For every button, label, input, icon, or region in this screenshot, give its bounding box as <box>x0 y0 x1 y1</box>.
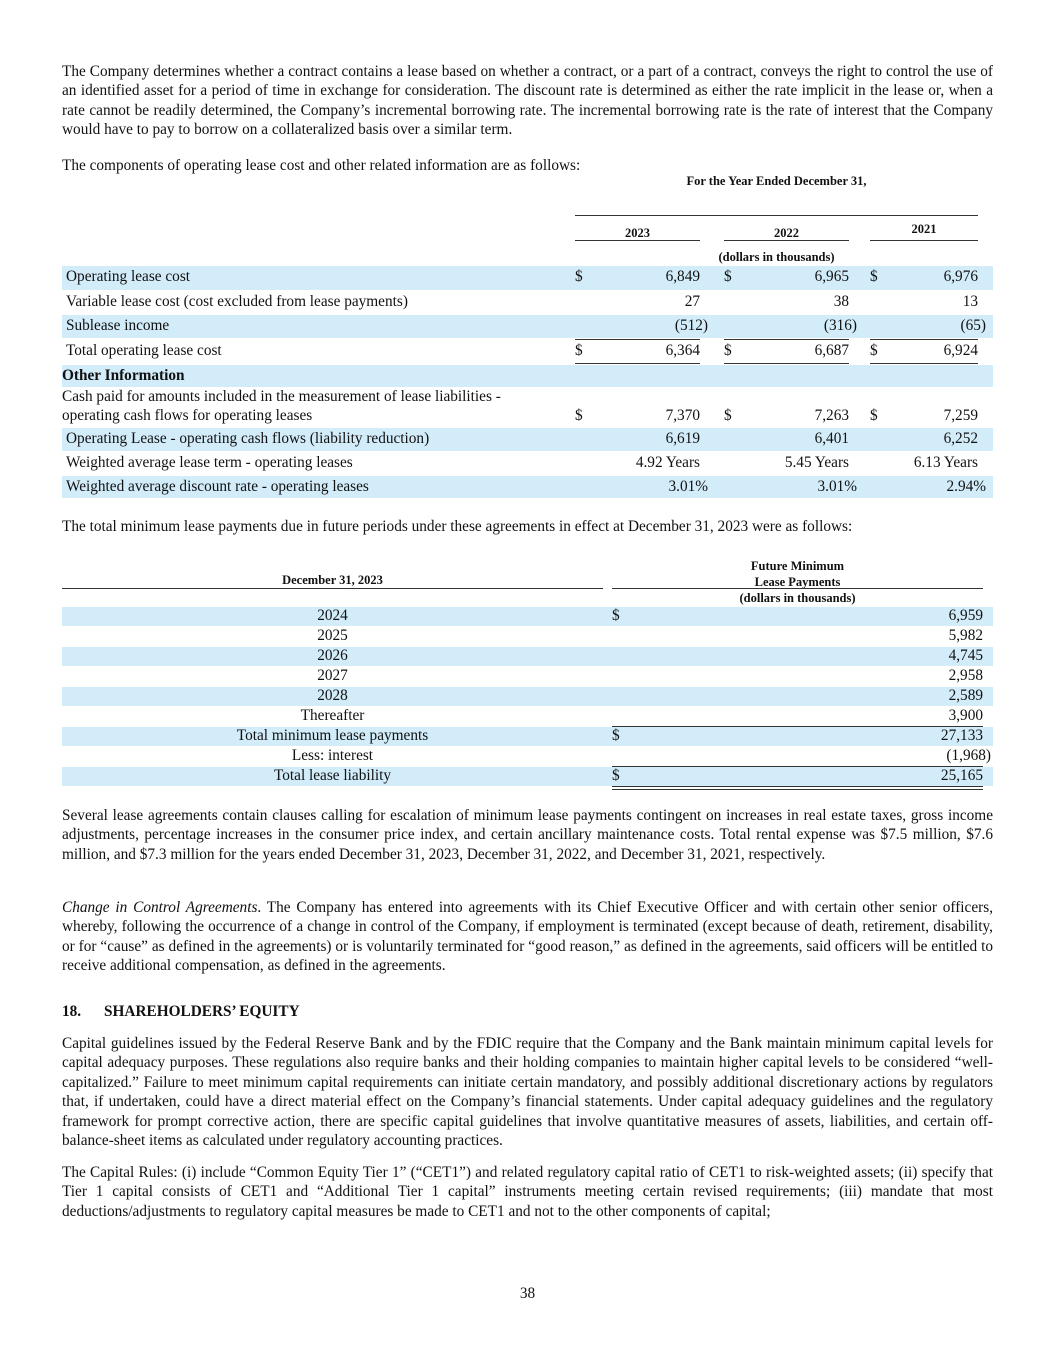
capital-guidelines-paragraph: Capital guidelines issued by the Federal Reserve Bank and by the FDIC require that the Company and the Bank maintain minimum capital levels for capital adequacy purposes. These regulations also require banks and their holding companies to maintain higher capital levels to be considered “well-capitalized.” Failure to meet minimum capital requirements can initiate certain mandatory, and possibly additional discretionary actions by regulators that, if undertaken, could have a direct material effect on the Company’s financial statements. Under capital adequacy guidelines and the regulatory framework for prompt corrective action, there are specific capital guidelines that involve quantitative measures of assets, liabilities, and certain off-balance-sheet items as calculated under regulatory accounting practices. <box>62 1035 993 1150</box>
lease-intro-paragraph: The Company determines whether a contract contains a lease based on whether a contract, or a part of a contract, conveys the right to control the use of an identified asset for a period of time in exchange for consideration. The discount rate is determined as either the rate implicit in the lease or, when a rate cannot be readily determined, the Company’s incremental borrowing rate. The incremental borrowing rate is the rate of interest that the Company would have to pay to borrow on a collateralized basis over a similar term. <box>62 63 993 139</box>
row-value: (512) <box>674 317 708 334</box>
table-row <box>62 266 993 290</box>
change-in-control-paragraph: Change in Control Agreements. The Company has entered into agreements with its Chief Executive Officer and with certain other senior officers, whereby, following the occurrence of a change in control of the Company, if employment is terminated (except because of death, retirement, disability, or for “cause” as defined in the agreements) or is voluntarily terminated for “good reason,” as defined in the agreements, said officers will be entitled to receive additional compensation, as defined in the agreements. <box>62 899 994 975</box>
row-value: 13 <box>962 293 978 310</box>
table-row <box>62 687 993 706</box>
currency-symbol: $ <box>724 268 732 285</box>
currency-symbol: $ <box>724 407 732 424</box>
section-heading: SHAREHOLDERS’ EQUITY <box>104 1003 300 1020</box>
row-value: 4,745 <box>948 647 983 664</box>
row-value: 2,589 <box>948 687 983 704</box>
table-row <box>62 315 993 338</box>
row-label: Operating Lease - operating cash flows (liability reduction) <box>66 430 430 447</box>
row-value: (316) <box>823 317 857 334</box>
table-row <box>62 388 993 427</box>
table-row <box>62 727 993 746</box>
table-row <box>62 340 993 363</box>
currency-symbol: $ <box>575 268 583 285</box>
row-value: (65) <box>960 317 986 334</box>
row-value: 25,165 <box>940 767 983 784</box>
row-value: 38 <box>833 293 849 310</box>
capital-rules-paragraph: The Capital Rules: (i) include “Common Equity Tier 1” (“CET1”) and related regulatory capital ratio of CET1 to risk-weighted assets; (ii) specify that Tier 1 capital consists of CET1 and “Additional Tier 1 capital” instruments meeting certain revised requirements; (iii) mandate that most deductions/adjustments to regulatory capital measures be made to CET1 and not to the other components of capital; <box>62 1164 993 1220</box>
row-label: Total operating lease cost <box>66 342 222 359</box>
row-label: Thereafter <box>300 707 365 724</box>
date-header: December 31, 2023 <box>282 573 383 587</box>
units-label: (dollars in thousands) <box>739 591 856 605</box>
table-row <box>62 428 993 451</box>
row-value: 4.92 Years <box>635 454 700 471</box>
payments-header-line1: Future Minimum <box>750 559 845 573</box>
row-value: 6,849 <box>665 268 700 285</box>
table-row <box>62 747 993 766</box>
row-label: Operating lease cost <box>66 268 191 285</box>
currency-symbol: $ <box>575 342 583 359</box>
row-value: 27,133 <box>940 727 983 744</box>
row-value: 6,364 <box>665 342 700 359</box>
row-label: 2024 <box>317 607 348 624</box>
currency-symbol: $ <box>612 607 620 624</box>
row-value: 6,687 <box>814 342 849 359</box>
currency-symbol: $ <box>612 727 620 744</box>
table-row <box>62 365 993 387</box>
section-number: 18. <box>62 1003 82 1020</box>
table-row <box>62 607 993 626</box>
row-label: Other Information <box>62 367 185 384</box>
currency-symbol: $ <box>612 767 620 784</box>
row-value: 3,900 <box>948 707 983 724</box>
row-value: 7,370 <box>665 407 700 424</box>
row-value: 3.01% <box>817 478 857 495</box>
row-value: 6,965 <box>814 268 849 285</box>
payments-header-line2: Lease Payments <box>754 575 841 589</box>
units-label: (dollars in thousands) <box>718 250 835 264</box>
components-paragraph: The components of operating lease cost and other related information are as follows: <box>62 157 581 174</box>
escalation-paragraph: Several lease agreements contain clauses calling for escalation of minimum lease payments contingent on increases in real estate taxes, gross income adjustments, percentage increases in the consumer price index, and certain ancillary maintenance costs. Total rental expense was $7.5 million, $7.6 million, and $7.3 million for the years ended December 31, 2023, December 31, 2022, and December 31, 2021, respectively. <box>62 807 993 863</box>
row-label: Variable lease cost (cost excluded from lease payments) <box>66 293 408 310</box>
row-value: 6,959 <box>948 607 983 624</box>
row-value: 5,982 <box>948 627 983 644</box>
currency-symbol: $ <box>870 268 878 285</box>
row-value: 6,924 <box>943 342 978 359</box>
row-value: 6,619 <box>665 430 700 447</box>
year-header-2023: 2023 <box>625 226 650 240</box>
row-label: Cash paid for amounts included in the measurement of lease liabilities - operating cash flows for operating leases <box>62 388 501 424</box>
table-row <box>62 707 993 726</box>
currency-symbol: $ <box>870 407 878 424</box>
row-value: 6,252 <box>943 430 978 447</box>
table-row <box>62 667 993 686</box>
page-number: 38 <box>519 1285 536 1302</box>
table-row <box>62 291 993 314</box>
row-label: 2026 <box>317 647 348 664</box>
row-value: 27 <box>684 293 700 310</box>
period-header: For the Year Ended December 31, <box>686 174 867 188</box>
row-label: Weighted average discount rate - operating leases <box>66 478 369 495</box>
year-header-2022: 2022 <box>774 226 799 240</box>
table-row <box>62 476 993 498</box>
row-label: 2028 <box>317 687 348 704</box>
currency-symbol: $ <box>724 342 732 359</box>
row-value: 6,401 <box>814 430 849 447</box>
currency-symbol: $ <box>870 342 878 359</box>
row-label: Weighted average lease term - operating leases <box>66 454 353 471</box>
row-value: (1,968) <box>946 747 991 764</box>
row-label: 2027 <box>317 667 348 684</box>
change-in-control-title: Change in Control Agreements <box>62 899 258 916</box>
row-label: Less: interest <box>291 747 374 764</box>
row-value: 2,958 <box>948 667 983 684</box>
minimum-payments-paragraph: The total minimum lease payments due in future periods under these agreements in effect at December 31, 2023 were as follows: <box>62 518 853 535</box>
year-header-2021: 2021 <box>911 222 937 236</box>
table-row <box>62 627 993 646</box>
row-value: 7,263 <box>814 407 849 424</box>
table-row <box>62 452 993 475</box>
row-label: Total minimum lease payments <box>236 727 429 744</box>
currency-symbol: $ <box>575 407 583 424</box>
table-row <box>62 767 993 786</box>
row-label: Sublease income <box>66 317 170 334</box>
table-row <box>62 647 993 666</box>
row-value: 3.01% <box>668 478 708 495</box>
row-value: 5.45 Years <box>784 454 849 471</box>
row-value: 6,976 <box>943 268 978 285</box>
row-value: 2.94% <box>946 478 986 495</box>
row-value: 6.13 Years <box>913 454 978 471</box>
row-label: Total lease liability <box>273 767 392 784</box>
row-value: 7,259 <box>943 407 978 424</box>
row-label: 2025 <box>317 627 348 644</box>
